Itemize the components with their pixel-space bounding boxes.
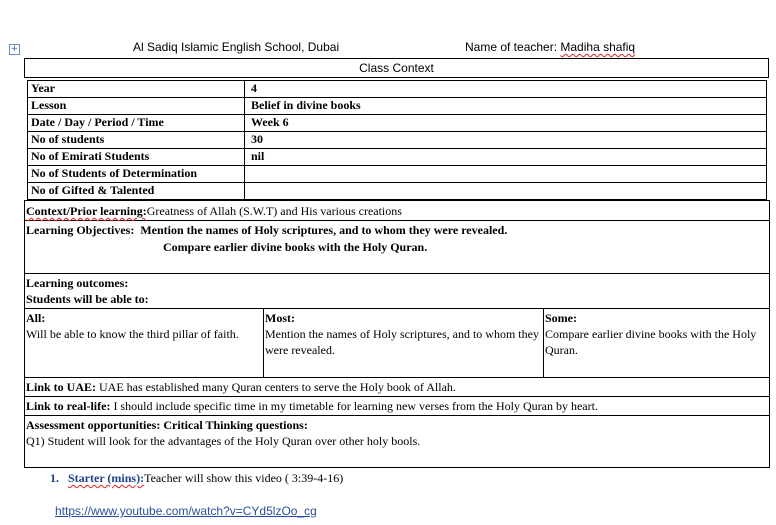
starter-row xyxy=(50,470,343,486)
row-label-date: Date / Day / Period / Time xyxy=(31,115,164,129)
link-uae-row xyxy=(26,379,456,395)
assessment-label: Assessment opportunities: Critical Thinking questions: xyxy=(26,418,308,432)
starter-number: 1. xyxy=(50,471,59,485)
row-label-emirati: No of Emirati Students xyxy=(31,149,150,163)
row-label-year: Year xyxy=(31,81,55,95)
outcome-some-label: Some: xyxy=(545,311,577,325)
outcome-all-label: All: xyxy=(26,311,46,325)
table-move-handle-icon[interactable]: + xyxy=(10,44,19,54)
row-value-date: Week 6 xyxy=(251,115,289,129)
teacher-name: Madiha shafiq xyxy=(560,40,636,54)
row-value-students: 30 xyxy=(251,132,263,146)
objective-2: Compare earlier divine books with the Holy Quran. xyxy=(163,240,428,254)
teacher-line xyxy=(465,40,635,54)
outcomes-sub: Students will be able to: xyxy=(26,292,149,306)
objectives-label: Learning Objectives: xyxy=(26,223,135,237)
link-real-label: Link to real-life: xyxy=(26,399,111,413)
outcomes-label: Learning outcomes: xyxy=(26,276,129,290)
starter-text: Teacher will show this video ( 3:39-4-16) xyxy=(144,471,344,485)
link-uae-label: Link to UAE: xyxy=(26,380,97,394)
objectives-row xyxy=(26,222,507,238)
row-label-determination: No of Students of Determination xyxy=(31,166,197,180)
row-label-gifted: No of Gifted & Talented xyxy=(31,183,155,197)
assessment-q1: Q1) Student will look for the advantages of the Holy Quran over other holy bools. xyxy=(26,434,421,448)
starter-video-link[interactable]: https://www.youtube.com/watch?v=CYd5lzOo_cg xyxy=(55,504,317,518)
link-real-row xyxy=(26,398,598,414)
row-value-year: 4 xyxy=(251,81,257,95)
outcome-all-text: Will be able to know the third pillar of faith. xyxy=(26,327,239,341)
outcome-some-text: Compare earlier divine books with the Holy Quran. xyxy=(545,327,757,357)
context-prior-row xyxy=(26,203,402,219)
starter-label: Starter (mins): xyxy=(68,471,145,485)
context-prior-text: Greatness of Allah (S.W.T) and His various creations xyxy=(146,204,402,218)
link-uae-text: UAE has established many Quran centers to serve the Holy book of Allah. xyxy=(99,380,456,394)
school-name: Al Sadiq Islamic English School, Dubai xyxy=(133,40,340,54)
context-prior-label: Context/Prior learning: xyxy=(26,204,147,218)
teacher-label: Name of teacher: xyxy=(465,40,558,54)
row-label-students: No of students xyxy=(31,132,105,146)
starter-video-link-row xyxy=(55,502,317,520)
objective-1: Mention the names of Holy scriptures, and to whom they were revealed. xyxy=(140,223,508,237)
row-value-emirati: nil xyxy=(251,149,265,163)
class-context-title: Class Context xyxy=(359,61,434,75)
outcome-most-text: Mention the names of Holy scriptures, and to whom they were revealed. xyxy=(265,327,539,357)
link-real-text: I should include specific time in my timetable for learning new verses from the Holy Quran by heart. xyxy=(113,399,598,413)
outcome-most-label: Most: xyxy=(265,311,295,325)
row-value-lesson: Belief in divine books xyxy=(251,98,361,112)
row-label-lesson: Lesson xyxy=(31,98,67,112)
